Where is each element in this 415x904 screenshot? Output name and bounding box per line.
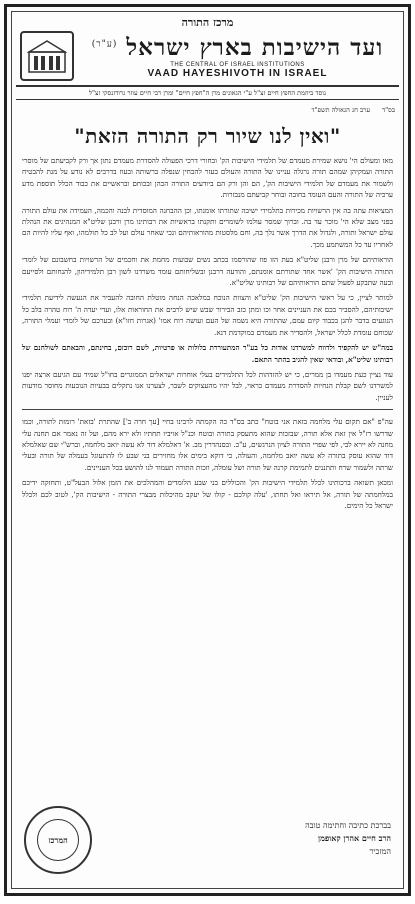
paragraph-5: במה"ש יש להקפיד ולדווח למשרדנו אודות כל בע"ר המתעוררת בלולות או פרטיות, לשם רוכזם, בחינתם, והבאתם לשולחנם של רבותינו שליט"א, ובודאי שאין להגיב בהתר התאם.	[22, 343, 393, 364]
english-subtitle: VAAD HAYESHIVOTH IN ISRAEL	[147, 67, 328, 79]
paragraph-8: ומכאן תשואה ברכותינו לכלל תלמידי הישיבות הק' והכוללים בני שבע הלומדים והמהלכים את הזמן אלול הבעל"ט, ותחזקה ידיכם במלחמתה של תורה, אל תיראו ואל תחתו, 'עלה קולכם - קולו של יעקב מהיכלות מבצרי התורה - הישיבות הק', לטוב לכם ולכלל ישראל כל הימים.	[22, 478, 393, 510]
date-line	[12, 100, 403, 114]
paragraph-1: מאז ומעולם הי' נושא שמירת מעמדם של תלמידי הישיבות הק' ובחורי דרכי הפעולה להסדרת מעמדם נתון אך ורק לקביעתם של מוסרי התורה ועמקיהן שמהם תורה נרגלה עניינו של התורה והעולם בעזר להבחין שנפלה ברשותה ובעוז בדרכים לא נודע על מנת להבטיח ולשמור את מעמדם של תלמידי הישיבות הק', הם והן ורק הם ביודעים התורה הכהן ובכוחם ובראשיים את כבוד הכלל תוספת מדע ערכיה של התורה והעם העומד בחובה ובוחר קביעתם מנבזרות.	[22, 156, 393, 200]
headline: "ואין לנו שיור רק התורה הזאת"	[74, 124, 341, 148]
paragraph-7: עה"פ "אם תקום עלי מלחמה בזאת אני בוטח" כתב בס"ד כה הקמתה לרבינו בחיי [עך חרה ב'] שהתרת 'בזאת' רומזת לתורה, וכמו שדרשו רז"ל אין זאת אלא תורה, שבזכות שהוא מתעסק בתורה ובוטח וכנ"ל אויביו תחתיו ולא ירא מהם, ועל זה נאמר אם תחנה עלי מחנה לא יירא לבי, לפי שפרי התורה לציון הנרגשים, ע"כ. ובסנהדרין מב. א' דאלמלא דוד לא עשה יואב מלחמה, וברש"י שם שאלמלא דוד שהוא עוסק בתורה לא עשה יואב מלחמה, והעולה, כי דוקא בימים אלו מחזירים בני שבע לו להתעוגל בעמלה של תורה ובעלי שרתה ולשמור שרח ותתננים לתמימת קרנה של תורה ושל עומלה, וזכות התורה תעמוד לנו להושע בכל העניינים.	[22, 417, 393, 472]
signature-blessing: בברכת כתיבה וחתימה טובה	[305, 821, 391, 830]
signature-title: המזכיר	[369, 847, 391, 856]
institution-logo-icon	[20, 31, 74, 81]
stamp-center: המרכז	[37, 819, 79, 861]
letterhead	[12, 29, 403, 81]
signature-area	[12, 802, 403, 888]
stamp-seal	[24, 806, 92, 874]
paragraph-2: המציאות עתה בה אין הרשויות מכירות בתלמידי ישיבה שתורתו אומנתו, וכן ההבחנה המוסדית לבנה והכמה, העמידה את עולם התורה בפני מצב שלא הי' מוכר עד בה. וברוך שמסר עולמו לשומרים ותקנתו בראשיות את רבותינו מרן ורבנן שליט"א המנהיגים את הנהלת עולם ישראל ותורה, ולגדול את הדרך אשר נלך בה, וחם מלסטות מהוראותיהם ונכי שאחר עולם ועל לב כל תולמהו, ואף עליו להיות הם לאחריו עד כל המשתמע מכך.	[22, 205, 393, 249]
building-icon	[27, 38, 67, 74]
date-text: ערב חג הגאולה תשפ"ד	[311, 106, 371, 114]
org-name-suffix: (ע"ר)	[91, 38, 118, 49]
title-block	[74, 34, 395, 79]
paragraph-6: עוד נציין כעת מעמדו בן ממרים, כי יש להזדהות לכל התלמידים בעלי אוחרות ישראלים הממוגרים בחו"ל שמיד עם הגיעם ארצה יפנו למשרדנו לשם קבלת הנחיות להסדרת מעמדם כראוי, לבל יהיו מהעצוקים לשבר, לצערנו אנו נתקלים בבעיות הנובעות מחוסר מודעות לעניין.	[22, 369, 393, 402]
signature-block	[305, 819, 391, 858]
top-label: מרכז התורה	[181, 16, 234, 29]
paragraph-3: הוראותיהם של מרן ורבנן שליט"א בעת הזו פוז שהורסמו בכתב נשים שבועות מחמת את וחכמים של הרשויות בחשבונם של לומדי התורה הישיבות הק' 'אשר אחד שתורתם אומנתם, והודעה דרבנן ובשליחותם עומד משרדנו לשון רבן תלמידיהון, להנחותם ולסייעם ובעה שתבקע לפעול שתם הוראותיהם של רבותינו שליט"א.	[22, 255, 393, 288]
org-name: ועד הישיבות בארץ ישראל	[126, 33, 384, 61]
divider	[22, 409, 393, 410]
founders-line: נוסד ביוזמת החפץ חיים זצ"ל ע"י הגאונים מרן ה"חפץ חיים" ומרן רבי חיים עוזר גרודזנסקי זצ"ל	[16, 85, 399, 100]
paragraph-4: למותר לציין, כי על ראשי הישיבות הק' שליט"א והצוות הנוכח במלאכה הנחה מוטלת החובה להעביר את הנעשה לידיעת תלמידי ישיבותיהם, להסביר בכם את העניינים אחר וכו ומתן כזב הבירור שבש שיש לרבים את החוראות אלו, ועדי יעדה ה' רוח טהרה בלב כל הנוגעים בדבר להגן בכבוד קיום עמם, שהתורה היא נשמה של העם ועושה רוח אמו' (אגרות חזו"א) ובערכם של לומדי ועמלי התורה, שכוחם עומדת לכלל ישראל, ולהסדיר את מעמדם במוקדמת דנא.	[22, 293, 393, 337]
bsd-mark: בס"ד	[382, 106, 395, 114]
english-subtitle-small: THE CENTRAL OF ISRAEL INSTITUTIONS	[170, 61, 305, 68]
signature-name: הרב חיים אהרן קאופמן	[318, 833, 391, 843]
notice-page	[4, 4, 411, 896]
org-title	[80, 34, 395, 61]
inner-frame	[11, 11, 404, 889]
